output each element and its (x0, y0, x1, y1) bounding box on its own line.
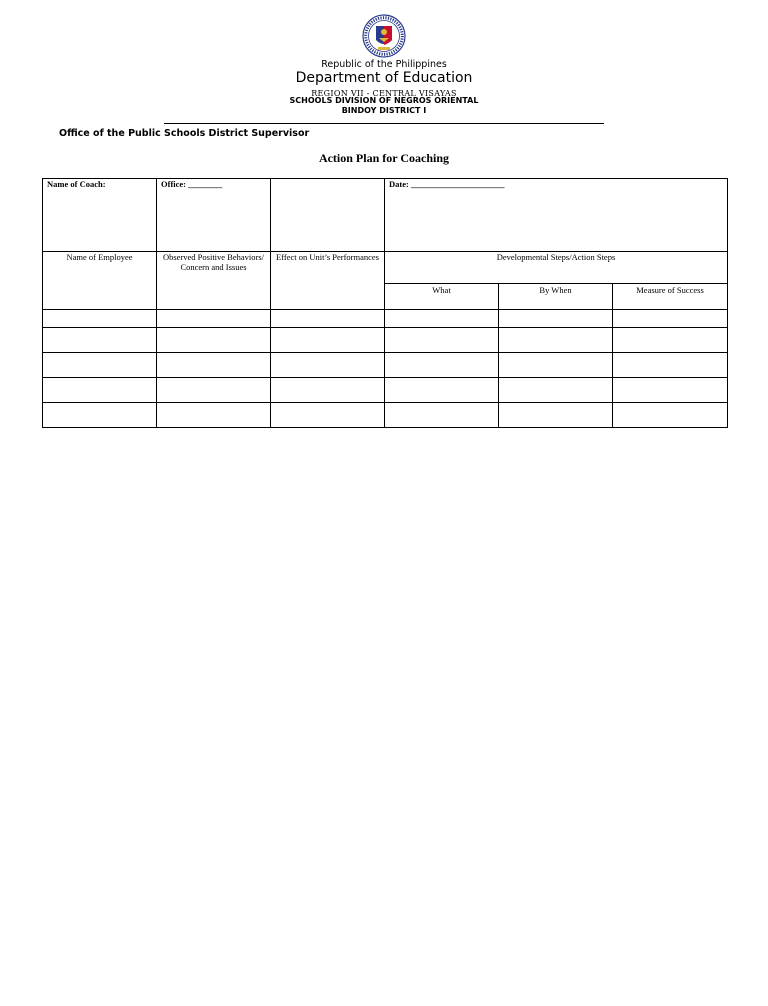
table-cell[interactable] (613, 378, 728, 403)
page-title: Action Plan for Coaching (318, 151, 450, 165)
col-measure-of-success: Measure of Success (613, 284, 728, 310)
office-field[interactable]: Office: ________ (157, 179, 271, 252)
division-line: SCHOOLS DIVISION OF NEGROS ORIENTAL (289, 96, 479, 105)
table-cell[interactable] (157, 328, 271, 353)
table-cell[interactable] (385, 403, 499, 428)
table-row (43, 378, 728, 403)
region-line: REGION VII - CENTRAL VISAYAS (311, 89, 457, 98)
table-cell[interactable] (385, 328, 499, 353)
col-by-when: By When (499, 284, 613, 310)
department-name: Department of Education (295, 70, 473, 86)
action-plan-table (42, 178, 728, 428)
table-cell[interactable] (613, 353, 728, 378)
col-what: What (385, 284, 499, 310)
table-cell[interactable] (157, 353, 271, 378)
table-cell[interactable] (613, 328, 728, 353)
table-row (43, 353, 728, 378)
table-cell[interactable] (499, 328, 613, 353)
table-cell[interactable] (43, 353, 157, 378)
table-cell[interactable] (43, 403, 157, 428)
table-cell[interactable] (385, 353, 499, 378)
table-cell[interactable] (157, 378, 271, 403)
header-divider (164, 123, 604, 124)
district-line: BINDOY DISTRICT I (341, 106, 427, 115)
table-cell[interactable] (385, 378, 499, 403)
col-observed-behaviors: Observed Positive Behaviors/ Concern and Issues (157, 252, 271, 310)
table-row (43, 403, 728, 428)
blank-cell[interactable] (271, 179, 385, 252)
coach-info-row (43, 179, 728, 252)
table-row (43, 328, 728, 353)
col-name-of-employee: Name of Employee (43, 252, 157, 310)
table-cell[interactable] (499, 378, 613, 403)
republic-line: Republic of the Philippines (321, 59, 447, 70)
table-cell[interactable] (271, 378, 385, 403)
table-cell[interactable] (499, 353, 613, 378)
name-of-coach-field[interactable]: Name of Coach: (43, 179, 157, 252)
office-line: Office of the Public Schools District Supervisor (59, 128, 310, 139)
date-field[interactable]: Date: ______________________ (385, 179, 728, 252)
table-cell[interactable] (385, 310, 499, 328)
deped-seal-logo (362, 14, 406, 58)
table-row (43, 310, 728, 328)
table-cell[interactable] (43, 328, 157, 353)
table-cell[interactable] (157, 403, 271, 428)
table-cell[interactable] (43, 378, 157, 403)
table-cell[interactable] (499, 310, 613, 328)
table-cell[interactable] (613, 310, 728, 328)
table-cell[interactable] (43, 310, 157, 328)
table-cell[interactable] (157, 310, 271, 328)
table-cell[interactable] (271, 328, 385, 353)
column-header-row (43, 252, 728, 284)
table-cell[interactable] (271, 353, 385, 378)
col-developmental-steps: Developmental Steps/Action Steps (385, 252, 728, 284)
table-cell[interactable] (271, 310, 385, 328)
table-cell[interactable] (499, 403, 613, 428)
table-cell[interactable] (271, 403, 385, 428)
table-cell[interactable] (613, 403, 728, 428)
col-effect-on-unit: Effect on Unit’s Performances (271, 252, 385, 310)
